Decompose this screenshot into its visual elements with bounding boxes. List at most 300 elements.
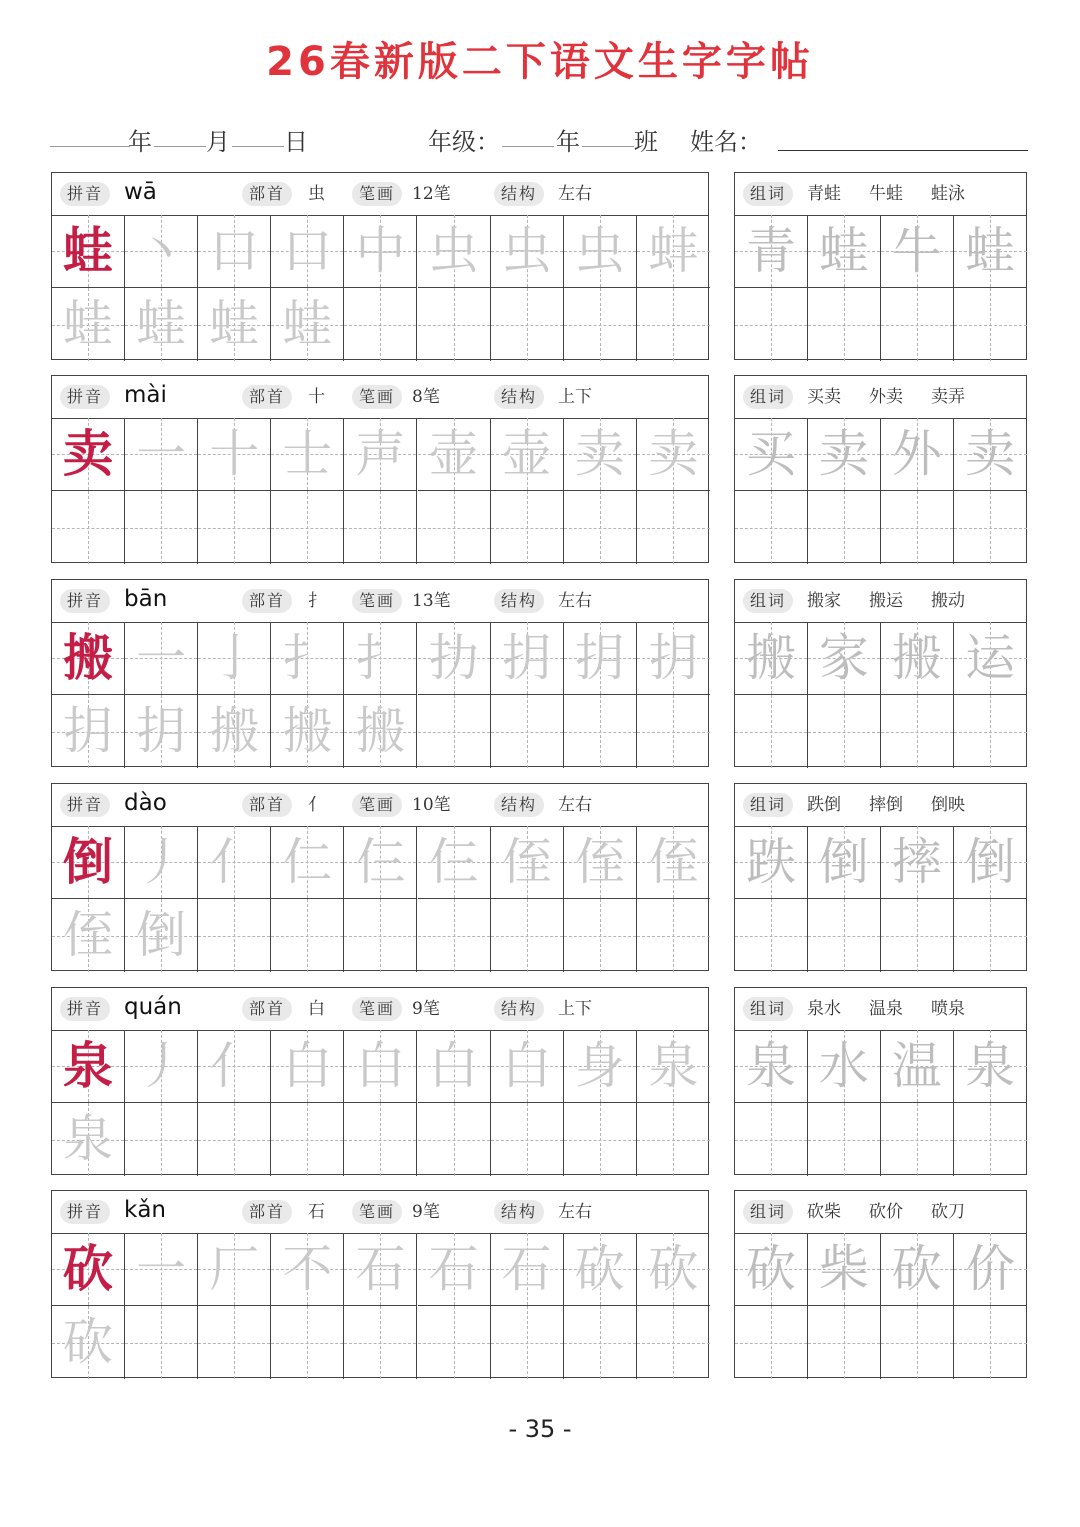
word-grid <box>735 1233 1026 1377</box>
word-trace-character: 蛙 <box>965 222 1016 280</box>
grid-cell[interactable] <box>735 1030 808 1103</box>
grid-cell[interactable] <box>491 215 564 288</box>
grid-cell[interactable] <box>52 695 125 768</box>
grid-cell[interactable] <box>881 622 954 695</box>
model-character: 蛙 <box>63 221 114 280</box>
word-trace-character: 运 <box>965 629 1016 687</box>
grid-cell[interactable] <box>637 622 710 695</box>
stroke-order-step: 蛙 <box>282 295 333 353</box>
grid-cell[interactable] <box>125 288 198 361</box>
grid-cell[interactable] <box>418 826 491 899</box>
grid-cell[interactable] <box>564 899 637 972</box>
word-trace-character: 搬 <box>891 629 942 687</box>
grid-cell[interactable] <box>198 1103 271 1176</box>
word-trace-character: 泉 <box>745 1037 796 1095</box>
grid-cell[interactable] <box>954 1030 1027 1103</box>
day-label: 日 <box>284 128 308 156</box>
stroke-order-step: 白 <box>501 1037 552 1095</box>
strokes-value: 12笔 <box>412 184 451 204</box>
grid-cell[interactable] <box>198 288 271 361</box>
grid-cell[interactable] <box>271 215 344 288</box>
strokes-value: 9笔 <box>412 999 440 1019</box>
grid-cell[interactable] <box>637 418 710 491</box>
grid-cell[interactable] <box>491 695 564 768</box>
stroke-order-step: 虫 <box>428 222 479 280</box>
stroke-order-step: 抈 <box>63 702 114 760</box>
grid-cell[interactable] <box>125 695 198 768</box>
grid-cell[interactable] <box>198 1233 271 1306</box>
word-item: 砍刀 <box>931 1202 965 1222</box>
grid-cell[interactable] <box>125 215 198 288</box>
grid-cell[interactable] <box>491 1030 564 1103</box>
grid-cell[interactable] <box>954 491 1027 564</box>
grid-cell[interactable] <box>52 1233 125 1306</box>
grid-cell[interactable] <box>271 1103 344 1176</box>
stroke-order-step: 卖 <box>574 425 625 483</box>
structure-value: 左右 <box>558 795 592 815</box>
pinyin-value: dào <box>124 790 167 816</box>
grid-cell[interactable] <box>808 899 881 972</box>
word-trace-character: 跌 <box>745 833 796 891</box>
word-trace-character: 卖 <box>818 425 869 483</box>
grid-cell[interactable] <box>125 899 198 972</box>
word-item: 搬动 <box>931 591 965 611</box>
grid-cell[interactable] <box>344 622 417 695</box>
word-grid <box>735 622 1026 766</box>
word-trace-character: 卖 <box>965 425 1016 483</box>
grid-cell[interactable] <box>271 826 344 899</box>
grid-cell[interactable] <box>271 288 344 361</box>
grid-cell[interactable] <box>735 491 808 564</box>
strokes-tag: 笔画 <box>352 589 402 613</box>
stroke-order-step: 虫 <box>574 222 625 280</box>
model-character: 砍 <box>63 1239 114 1298</box>
stroke-order-step: 士 <box>282 425 333 483</box>
grid-cell[interactable] <box>881 1030 954 1103</box>
strokes-tag: 笔画 <box>352 997 402 1021</box>
grid-cell[interactable] <box>564 1103 637 1176</box>
month-label: 月 <box>206 128 230 156</box>
grid-cell[interactable] <box>52 1030 125 1103</box>
grid-cell[interactable] <box>881 899 954 972</box>
grid-cell[interactable] <box>418 288 491 361</box>
grid-cell[interactable] <box>344 215 417 288</box>
model-character: 搬 <box>63 628 114 687</box>
grid-cell[interactable] <box>637 288 710 361</box>
word-item: 蛙泳 <box>931 184 965 204</box>
word-trace-character: 家 <box>818 629 869 687</box>
grid-cell[interactable] <box>198 899 271 972</box>
stroke-order-step: 蚌 <box>648 222 699 280</box>
pinyin-value: kǎn <box>124 1197 166 1223</box>
grid-cell[interactable] <box>491 899 564 972</box>
word-trace-character: 温 <box>891 1037 942 1095</box>
stroke-order-step: 抈 <box>501 629 552 687</box>
grid-cell[interactable] <box>808 695 881 768</box>
structure-value: 左右 <box>558 184 592 204</box>
grid-cell[interactable] <box>808 491 881 564</box>
stroke-order-step: 倒 <box>136 906 187 964</box>
grid-cell[interactable] <box>271 622 344 695</box>
grid-cell[interactable] <box>418 695 491 768</box>
words-tag: 组词 <box>743 793 793 817</box>
words-tag: 组词 <box>743 997 793 1021</box>
word-practice-panel <box>734 987 1027 1175</box>
grid-cell[interactable] <box>418 1103 491 1176</box>
grid-cell[interactable] <box>344 418 417 491</box>
word-item: 喷泉 <box>931 999 965 1019</box>
word-trace-character: 价 <box>965 1240 1016 1298</box>
grid-cell[interactable] <box>198 418 271 491</box>
stroke-order-step: 一 <box>136 629 187 687</box>
model-character: 卖 <box>63 424 114 483</box>
grid-cell[interactable] <box>808 1306 881 1379</box>
tian-grid <box>52 1233 708 1377</box>
stroke-order-step: 声 <box>355 425 406 483</box>
grid-cell[interactable] <box>564 288 637 361</box>
character-block <box>0 987 1080 1175</box>
stroke-order-step: 丶 <box>136 222 187 280</box>
grid-cell[interactable] <box>954 215 1027 288</box>
grid-cell[interactable] <box>491 1233 564 1306</box>
stroke-order-step: 搬 <box>282 702 333 760</box>
grid-cell[interactable] <box>198 695 271 768</box>
words-header <box>735 376 1026 419</box>
grid-cell[interactable] <box>491 1103 564 1176</box>
grid-cell[interactable] <box>881 695 954 768</box>
grid-cell[interactable] <box>735 1306 808 1379</box>
grid-cell[interactable] <box>808 1030 881 1103</box>
stroke-order-step: 一 <box>136 425 187 483</box>
grid-cell[interactable] <box>881 491 954 564</box>
character-info-header <box>52 173 708 216</box>
words-header <box>735 580 1026 623</box>
grid-cell[interactable] <box>954 1233 1027 1306</box>
radical-tag: 部首 <box>242 385 292 409</box>
stroke-order-step: 泉 <box>63 1110 114 1168</box>
grid-cell[interactable] <box>954 418 1027 491</box>
grid-cell[interactable] <box>52 899 125 972</box>
words-tag: 组词 <box>743 1200 793 1224</box>
grade-year-label: 年 <box>556 128 580 156</box>
grid-cell[interactable] <box>564 1306 637 1379</box>
grid-cell[interactable] <box>418 1030 491 1103</box>
grid-cell[interactable] <box>954 695 1027 768</box>
grid-cell[interactable] <box>198 215 271 288</box>
pinyin-value: quán <box>124 994 182 1020</box>
word-item: 砍价 <box>869 1202 903 1222</box>
grid-cell[interactable] <box>881 288 954 361</box>
grid-cell[interactable] <box>808 1233 881 1306</box>
word-item: 外卖 <box>869 387 903 407</box>
word-item: 倒映 <box>931 795 965 815</box>
grid-cell[interactable] <box>637 491 710 564</box>
grade-class-label: 班 <box>634 128 658 156</box>
character-block <box>0 1190 1080 1378</box>
stroke-order-step: 扌 <box>355 629 406 687</box>
grid-cell[interactable] <box>637 215 710 288</box>
grid-cell[interactable] <box>418 215 491 288</box>
grid-cell[interactable] <box>881 1306 954 1379</box>
stroke-order-step: 砍 <box>63 1313 114 1371</box>
structure-tag: 结构 <box>494 385 544 409</box>
grid-cell[interactable] <box>881 215 954 288</box>
structure-tag: 结构 <box>494 589 544 613</box>
stroke-practice-panel <box>51 375 709 563</box>
structure-tag: 结构 <box>494 1200 544 1224</box>
grid-cell[interactable] <box>271 1233 344 1306</box>
grid-cell[interactable] <box>491 1306 564 1379</box>
grid-cell[interactable] <box>637 899 710 972</box>
grid-cell[interactable] <box>564 491 637 564</box>
grid-cell[interactable] <box>52 215 125 288</box>
stroke-order-step: 蛙 <box>63 295 114 353</box>
grid-cell[interactable] <box>954 1103 1027 1176</box>
word-trace-character: 柴 <box>818 1240 869 1298</box>
structure-tag: 结构 <box>494 793 544 817</box>
grid-cell[interactable] <box>418 1233 491 1306</box>
name-label: 姓名： <box>690 128 762 156</box>
grid-cell[interactable] <box>637 1233 710 1306</box>
grid-cell[interactable] <box>52 1103 125 1176</box>
word-trace-character: 牛 <box>891 222 942 280</box>
grid-cell[interactable] <box>52 622 125 695</box>
grid-cell[interactable] <box>344 1233 417 1306</box>
word-practice-panel <box>734 783 1027 971</box>
radical-value: 虫 <box>308 184 325 204</box>
grid-cell[interactable] <box>564 1030 637 1103</box>
radical-value: 亻 <box>308 795 325 815</box>
stroke-order-step: 抈 <box>136 702 187 760</box>
grid-cell[interactable] <box>125 826 198 899</box>
strokes-tag: 笔画 <box>352 182 402 206</box>
grid-cell[interactable] <box>564 215 637 288</box>
radical-value: 扌 <box>308 591 325 611</box>
word-item: 摔倒 <box>869 795 903 815</box>
stroke-order-step: 蛙 <box>136 295 187 353</box>
stroke-order-step: 口 <box>282 222 333 280</box>
word-trace-character: 外 <box>891 425 942 483</box>
grid-cell[interactable] <box>344 1306 417 1379</box>
grid-cell[interactable] <box>637 826 710 899</box>
grid-cell[interactable] <box>418 418 491 491</box>
radical-tag: 部首 <box>242 589 292 613</box>
grid-cell[interactable] <box>491 826 564 899</box>
strokes-value: 10笔 <box>412 795 451 815</box>
grid-cell[interactable] <box>637 1030 710 1103</box>
grid-cell[interactable] <box>418 622 491 695</box>
grid-cell[interactable] <box>491 288 564 361</box>
grid-cell[interactable] <box>735 899 808 972</box>
grid-cell[interactable] <box>271 418 344 491</box>
grid-cell[interactable] <box>564 695 637 768</box>
grid-cell[interactable] <box>271 1306 344 1379</box>
stroke-order-step: 壶 <box>501 425 552 483</box>
grid-cell[interactable] <box>125 1233 198 1306</box>
grid-cell[interactable] <box>735 1233 808 1306</box>
grid-cell[interactable] <box>344 695 417 768</box>
grid-cell[interactable] <box>735 288 808 361</box>
grid-cell[interactable] <box>491 622 564 695</box>
grid-cell[interactable] <box>125 1030 198 1103</box>
grid-cell[interactable] <box>125 418 198 491</box>
grid-cell[interactable] <box>954 288 1027 361</box>
words-tag: 组词 <box>743 182 793 206</box>
structure-value: 上下 <box>558 999 592 1019</box>
grid-cell[interactable] <box>125 491 198 564</box>
word-item: 搬家 <box>807 591 841 611</box>
grid-cell[interactable] <box>808 1103 881 1176</box>
radical-tag: 部首 <box>242 793 292 817</box>
grid-cell[interactable] <box>52 1306 125 1379</box>
stroke-order-step: 石 <box>501 1240 552 1298</box>
grid-cell[interactable] <box>735 695 808 768</box>
grid-cell[interactable] <box>198 826 271 899</box>
stroke-order-step: 搬 <box>209 702 260 760</box>
pinyin-tag: 拼音 <box>60 1200 110 1224</box>
word-item: 搬运 <box>869 591 903 611</box>
year-label: 年 <box>128 128 152 156</box>
grid-cell[interactable] <box>735 826 808 899</box>
radical-tag: 部首 <box>242 182 292 206</box>
word-grid <box>735 1030 1026 1174</box>
stroke-order-step: 搬 <box>355 702 406 760</box>
grid-cell[interactable] <box>125 622 198 695</box>
grid-cell[interactable] <box>735 1103 808 1176</box>
grid-cell[interactable] <box>125 1306 198 1379</box>
grid-cell[interactable] <box>271 1030 344 1103</box>
stroke-order-step: 口 <box>209 222 260 280</box>
grid-cell[interactable] <box>881 826 954 899</box>
strokes-value: 9笔 <box>412 1202 440 1222</box>
page-title: 26春新版二下语文生字字帖 <box>266 39 814 85</box>
word-grid <box>735 215 1026 359</box>
character-info-header <box>52 784 708 827</box>
word-trace-character: 砍 <box>745 1240 796 1298</box>
word-trace-character: 蛙 <box>818 222 869 280</box>
word-item: 卖弄 <box>931 387 965 407</box>
grid-cell[interactable] <box>954 1306 1027 1379</box>
stroke-practice-panel <box>51 783 709 971</box>
grid-cell[interactable] <box>735 418 808 491</box>
grid-cell[interactable] <box>637 1306 710 1379</box>
grid-cell[interactable] <box>491 418 564 491</box>
grid-cell[interactable] <box>418 491 491 564</box>
grid-cell[interactable] <box>125 1103 198 1176</box>
structure-value: 上下 <box>558 387 592 407</box>
word-trace-character: 倒 <box>965 833 1016 891</box>
grid-cell[interactable] <box>808 418 881 491</box>
grid-cell[interactable] <box>344 491 417 564</box>
words-header <box>735 784 1026 827</box>
grid-cell[interactable] <box>344 826 417 899</box>
grid-cell[interactable] <box>637 695 710 768</box>
stroke-order-step: 白 <box>355 1037 406 1095</box>
grid-cell[interactable] <box>564 826 637 899</box>
stroke-order-step: 中 <box>355 222 406 280</box>
grid-cell[interactable] <box>198 1306 271 1379</box>
grid-cell[interactable] <box>52 288 125 361</box>
grid-cell[interactable] <box>881 1103 954 1176</box>
stroke-practice-panel <box>51 172 709 360</box>
grid-cell[interactable] <box>52 826 125 899</box>
grid-cell[interactable] <box>198 622 271 695</box>
grid-cell[interactable] <box>881 418 954 491</box>
grid-cell[interactable] <box>198 491 271 564</box>
grid-cell[interactable] <box>735 622 808 695</box>
grid-cell[interactable] <box>808 826 881 899</box>
tian-grid <box>52 215 708 359</box>
grid-cell[interactable] <box>418 1306 491 1379</box>
grid-cell[interactable] <box>271 491 344 564</box>
word-practice-panel <box>734 172 1027 360</box>
tian-grid <box>52 826 708 970</box>
words-tag: 组词 <box>743 589 793 613</box>
stroke-order-step: 白 <box>428 1037 479 1095</box>
grid-cell[interactable] <box>344 1030 417 1103</box>
stroke-order-step: 十 <box>209 425 260 483</box>
stroke-order-step: 砍 <box>574 1240 625 1298</box>
stroke-order-step: 仨 <box>428 833 479 891</box>
word-item: 温泉 <box>869 999 903 1019</box>
grid-cell[interactable] <box>954 826 1027 899</box>
grid-cell[interactable] <box>52 491 125 564</box>
word-trace-character: 青 <box>745 222 796 280</box>
grid-cell[interactable] <box>808 215 881 288</box>
grid-cell[interactable] <box>808 288 881 361</box>
grid-cell[interactable] <box>271 899 344 972</box>
tian-grid <box>52 622 708 766</box>
grid-cell[interactable] <box>954 622 1027 695</box>
character-info-header <box>52 580 708 623</box>
page-number: - 35 - <box>508 1415 572 1443</box>
grid-cell[interactable] <box>564 1233 637 1306</box>
structure-value: 左右 <box>558 591 592 611</box>
stroke-practice-panel <box>51 579 709 767</box>
grid-cell[interactable] <box>637 1103 710 1176</box>
grid-cell[interactable] <box>344 288 417 361</box>
grid-cell[interactable] <box>564 622 637 695</box>
word-practice-panel <box>734 1190 1027 1378</box>
stroke-order-step: 厂 <box>209 1240 260 1298</box>
grid-cell[interactable] <box>564 418 637 491</box>
character-block <box>0 375 1080 563</box>
stroke-order-step: 身 <box>574 1037 625 1095</box>
grid-cell[interactable] <box>491 491 564 564</box>
word-trace-character: 买 <box>745 425 796 483</box>
grid-cell[interactable] <box>808 622 881 695</box>
stroke-order-step: 亻 <box>209 1037 260 1095</box>
pinyin-tag: 拼音 <box>60 589 110 613</box>
stroke-order-step: 不 <box>282 1240 333 1298</box>
stroke-order-step: 亅 <box>209 629 260 687</box>
grid-cell[interactable] <box>735 215 808 288</box>
grid-cell[interactable] <box>344 1103 417 1176</box>
radical-tag: 部首 <box>242 1200 292 1224</box>
stroke-practice-panel <box>51 987 709 1175</box>
grid-cell[interactable] <box>418 899 491 972</box>
word-practice-panel <box>734 375 1027 563</box>
grid-cell[interactable] <box>271 695 344 768</box>
word-item: 泉水 <box>807 999 841 1019</box>
grid-cell[interactable] <box>881 1233 954 1306</box>
grid-cell[interactable] <box>954 899 1027 972</box>
grid-cell[interactable] <box>198 1030 271 1103</box>
character-block <box>0 579 1080 767</box>
pinyin-tag: 拼音 <box>60 997 110 1021</box>
grid-cell[interactable] <box>52 418 125 491</box>
grid-cell[interactable] <box>344 899 417 972</box>
